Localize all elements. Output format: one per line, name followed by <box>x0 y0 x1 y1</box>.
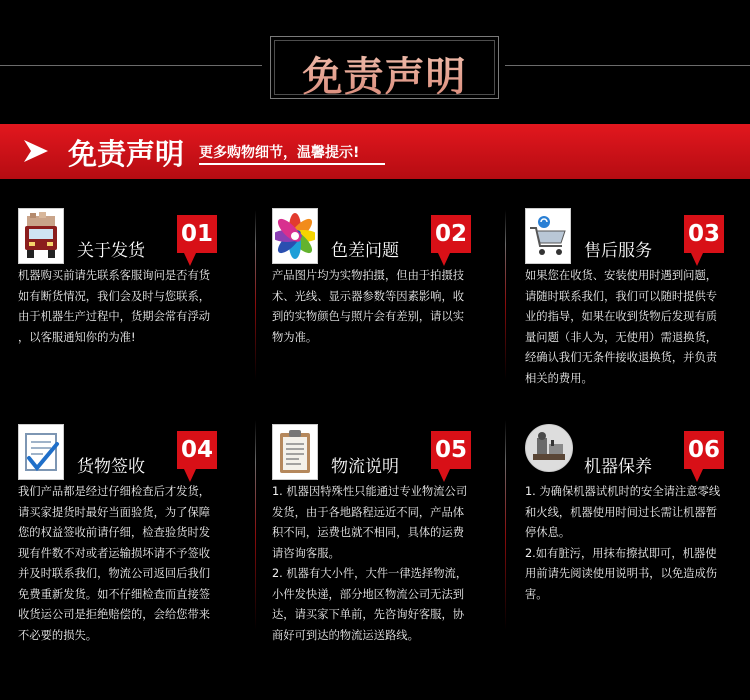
card-title: 货物签收 <box>77 457 145 477</box>
card-text-line: 请买家提货时最好当面验货，为了保障 <box>18 505 211 519</box>
card-number-badge: 03 <box>684 215 724 253</box>
card-title: 关于发货 <box>77 241 145 261</box>
card-text-line: 请随时联系我们，我们可以随时提供专 <box>525 289 718 303</box>
card-icon-frame <box>18 424 64 480</box>
column-divider <box>505 210 506 380</box>
card-text-line: 请咨询客服。 <box>272 546 340 560</box>
card-text-line: 和火线，机器使用时间过长需让机器暂 <box>525 505 718 519</box>
card-text-line: 不必要的损失。 <box>18 628 98 642</box>
card-text-line: 现有件数不对或者运输损坏请不予签收 <box>18 546 211 560</box>
card-description <box>272 266 504 348</box>
card-text-line: 小件发快递，部分地区物流公司无法到 <box>272 587 465 601</box>
card-text-line: 机器购买前请先联系客服询问是否有货 <box>18 269 211 282</box>
arrow-right-icon <box>22 137 50 165</box>
shopping-cart-icon <box>528 212 568 260</box>
card-text-line: 量问题（非人为，无使用）需退换货， <box>525 330 718 344</box>
page-title: 免责声明 <box>271 45 498 102</box>
card-text-line: 由于机器生产过程中，货期会常有浮动 <box>18 310 211 323</box>
banner-title: 免责声明 <box>68 137 185 171</box>
card-description <box>525 266 750 389</box>
card-text-line: 2. 机器有大小件，大件一律选择物流， <box>272 567 468 580</box>
card-number-badge: 05 <box>431 431 471 469</box>
card-text-line: 并及时联系我们，物流公司返回后我们 <box>18 567 211 580</box>
card-description <box>525 482 750 605</box>
card-title: 色差问题 <box>331 241 399 261</box>
card-text-line: 相关的费用。 <box>525 371 593 385</box>
card-text-line: 1. 为确保机器试机时的安全请注意零线 <box>525 485 721 498</box>
card-text-line: 我们产品都是经过仔细检查后才发货， <box>18 485 211 498</box>
card-text-line: 如有断货情况，我们会及时与您联系， <box>18 289 211 303</box>
clipboard-icon <box>275 428 315 476</box>
card-text-line: 发货，由于各地路程远近不同，产品体 <box>272 505 465 519</box>
card-title: 物流说明 <box>331 457 399 477</box>
page-title-frame <box>270 36 499 99</box>
banner-subtitle: 更多购物细节，温馨提示! <box>199 145 360 161</box>
column-divider <box>255 420 256 630</box>
card-icon-frame <box>272 208 318 264</box>
card-text-line: 达，请买家下单前，先咨询好客服，协 <box>272 608 465 621</box>
card-text-line: 经确认我们无条件接收退换货，并负责 <box>525 351 718 364</box>
column-divider <box>255 210 256 380</box>
card-title: 机器保养 <box>584 457 652 477</box>
card-text-line: 产品图片均为实物拍摄，但由于拍摄技 <box>272 269 465 282</box>
title-divider-left <box>0 65 262 66</box>
card-icon-frame <box>18 208 64 264</box>
card-icon-frame <box>525 208 571 264</box>
card-text-line: 如果您在收货、安装使用时遇到问题， <box>525 269 718 282</box>
color-wheel-icon <box>275 212 315 260</box>
card-text-line: 业的指导，如果在收到货物后发现有质 <box>525 310 718 323</box>
card-text-line: 物为准。 <box>272 330 318 344</box>
banner-underline <box>199 163 385 165</box>
card-text-line: 停休息。 <box>525 526 571 539</box>
card-text-line: 到的实物颜色与照片会有差别，请以实 <box>272 310 465 323</box>
card-text-line: 收货运公司是拒绝赔偿的，会给您带来 <box>18 608 211 621</box>
column-divider <box>505 420 506 630</box>
card-text-line: ，以客服通知你的为准! <box>18 330 136 344</box>
card-description <box>18 482 250 646</box>
card-number-badge: 06 <box>684 431 724 469</box>
card-icon-frame <box>272 424 318 480</box>
checklist-icon <box>21 428 61 476</box>
card-text-line: 用前请先阅读使用说明书，以免造成伤 <box>525 567 718 580</box>
truck-icon <box>21 212 61 260</box>
card-description <box>18 266 250 348</box>
card-number-badge: 01 <box>177 215 217 253</box>
card-text-line: 积不同，运费也就不相同，具体的运费 <box>272 526 465 539</box>
card-text-line: 害。 <box>525 587 548 601</box>
card-number-badge: 04 <box>177 431 217 469</box>
title-divider-right <box>505 65 750 66</box>
card-text-line: 您的权益签收前请仔细，检查验货时发 <box>18 526 211 539</box>
card-text-line: 1. 机器因特殊性只能通过专业物流公司 <box>272 485 468 498</box>
card-title: 售后服务 <box>584 241 652 261</box>
card-icon-frame <box>525 424 573 472</box>
machine-icon <box>529 428 569 468</box>
card-description <box>272 482 504 646</box>
card-number-badge: 02 <box>431 215 471 253</box>
card-text-line: 2.如有脏污，用抹布擦拭即可，机器使 <box>525 546 717 560</box>
section-banner <box>0 124 750 179</box>
card-text-line: 免费重新发货。如不仔细检查而直接签 <box>18 587 211 601</box>
card-text-line: 商好可到达的物流运送路线。 <box>272 628 419 642</box>
card-text-line: 术、光线、显示器参数等因素影响，收 <box>272 289 465 303</box>
